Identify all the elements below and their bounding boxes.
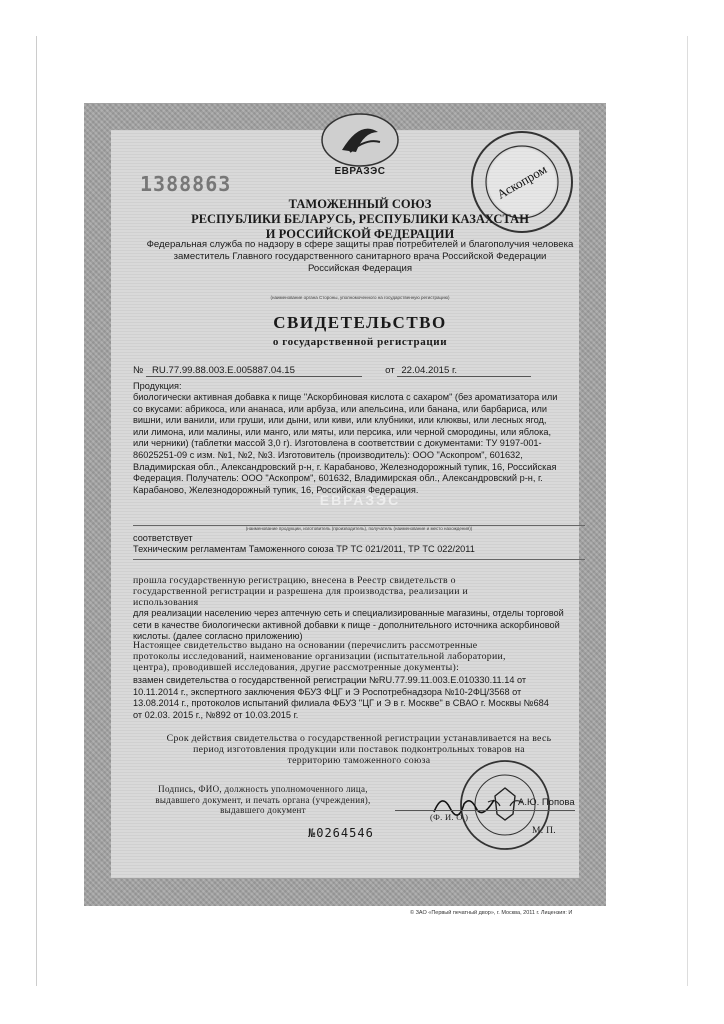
signature-underline	[395, 810, 575, 811]
product-label: Продукция:	[133, 381, 182, 391]
stamp-text: Аскопром	[494, 161, 550, 202]
registration-paragraph	[133, 575, 585, 609]
document-title: СВИДЕТЕЛЬСТВО	[273, 313, 447, 332]
body-line: 10.11.2014 г., экспертного заключения ФБУЗ ФЦГ и Э Роспотребнадзора №10-2ФЦ/3568 от	[133, 686, 522, 697]
reg-date: 22.04.2015 г.	[397, 365, 531, 377]
agency-line-1: Федеральная служба по надзору в сфере защиты прав потребителей и благополучия человека	[146, 239, 574, 250]
product-line: или черники) (таблетки массой 3,0 г). Изготовлена в соответствии с документами: ТУ 9197-001-	[133, 438, 542, 449]
body-line: центра), проводившей исследования, другие рассмотренные документы):	[133, 662, 460, 674]
body-line: протоколы исследований, наименование организации (испытательной лаборатории,	[133, 651, 506, 663]
form-number: №0264546	[308, 826, 374, 840]
product-caption: (наименование продукции, изготовитель (производитель), получатель (наименование и место нахождения))	[133, 525, 585, 531]
document-subtitle: о государственной регистрации	[272, 336, 448, 348]
reg-number: RU.77.99.88.003.Е.005887.04.15	[146, 365, 362, 377]
product-line: вишни, или ванили, или груши, или дыни, или киви, или клубники, или клюквы, или лесных ягод,	[133, 415, 547, 426]
body-line: период изготовления продукции или поставок подконтрольных товаров на	[193, 744, 525, 756]
body-line: Срок действия свидетельства о государственной регистрации устанавливается на весь	[166, 733, 552, 744]
union-line-1: ТАМОЖЕННЫЙ СОЮЗ	[288, 197, 432, 211]
top-stamp-number: 1388863	[140, 172, 232, 196]
body-line: для реализации населению через аптечную сеть и специализированные магазины, отделы торговой	[133, 608, 564, 618]
product-line: биологически активная добавка к пище "Аскорбиновая кислота с сахаром" (без ароматизатора или	[133, 392, 558, 402]
agency-caption: (наименование органа Стороны, уполномоченного на государственную регистрацию)	[270, 295, 450, 300]
body-line: использования	[133, 597, 199, 609]
signature-caption-line: выдавшего документ	[220, 805, 306, 815]
compliance-label: соответствует	[133, 533, 193, 543]
reg-date-label: от	[385, 365, 395, 376]
printer-footer: © ЗАО «Первый печатный двор», г. Москва, 2011 г. Лицензия: И	[410, 910, 573, 916]
usage-paragraph	[133, 608, 585, 643]
basis-documents	[133, 675, 585, 721]
mp-label: М. П.	[532, 826, 556, 836]
registration-line	[133, 365, 583, 377]
reg-number-label: №	[133, 365, 144, 376]
body-line: взамен свидетельства о государственной регистрации №RU.77.99.11.003.Е.010330.11.14 от	[133, 675, 527, 685]
signature-caption-line: Подпись, ФИО, должность уполномоченного лица,	[158, 784, 368, 794]
name-caption: (Ф. И. О.)	[430, 812, 469, 822]
signature-caption-line: выдавшего документ, и печать органа (учреждения),	[155, 794, 371, 805]
watermark-text: ЕВРАЗЭС	[319, 492, 401, 508]
eurasec-logo-icon	[320, 112, 400, 168]
body-line: кислоты. (далее согласно приложению)	[133, 631, 303, 642]
agency-block	[128, 239, 592, 275]
body-line: 13.08.2014 г., протоколов испытаний филиала ФБУЗ "ЦГ и Э в г. Москве" в СВАО г. Москвы №684	[133, 698, 549, 709]
body-line: территорию таможенного союза	[287, 755, 431, 767]
agency-line-2: заместитель Главного государственного санитарного врача Российской Федерации	[173, 251, 547, 262]
product-line: Владимирская обл., Александровский р-н, г. Карабаново, Железнодорожный тупик, 16, Российская	[133, 461, 557, 472]
basis-paragraph	[133, 640, 585, 674]
union-line-2: РЕСПУБЛИКИ БЕЛАРУСЬ, РЕСПУБЛИКИ КАЗАХСТАН	[191, 212, 529, 226]
agency-line-3: Российская Федерация	[307, 263, 413, 274]
product-block	[133, 392, 585, 496]
body-line: Настоящее свидетельство выдано на основании (перечислить рассмотренные	[133, 640, 478, 651]
body-line: прошла государственную регистрацию, внесена в Реестр свидетельств о	[133, 575, 456, 586]
signature-caption	[133, 784, 393, 816]
divider	[133, 559, 585, 560]
body-line: сети в качестве биологически активной добавки к пище - дополнительного источника аскорбиновой	[133, 619, 560, 630]
body-line: от 02.03. 2015 г., №892 от 10.03.2015 г.	[133, 709, 299, 720]
product-line: Федерация. Получатель: ООО "Аскопром", 601632, Владимирская обл., Александровский р-н, г.	[133, 473, 543, 484]
union-header	[150, 197, 570, 242]
body-line: государственной регистрации и разрешена для производства, реализации и	[133, 586, 469, 598]
product-line: Карабаново, Железнодорожный тупик, 16, Российская Федерация.	[133, 484, 419, 495]
signatory-name: А.Ю. Попова	[518, 797, 575, 808]
product-line: со вкусами: абрикоса, или ананаса, или арбуза, или апельсина, или банана, или барбариса, или	[133, 403, 548, 414]
compliance-text: Техническим регламентам Таможенного союза ТР ТС 021/2011, ТР ТС 022/2011	[133, 544, 475, 554]
product-line: или лимона, или малины, или манго, или мяты, или персика, или черной смородины, или яблока,	[133, 426, 552, 437]
union-line-3: И РОССИЙСКОЙ ФЕДЕРАЦИИ	[265, 227, 455, 241]
logo-text: ЕВРАЗЭС	[334, 166, 386, 177]
product-line: 86025251-09 с изм. №1, №2, №3. Изготовитель (производитель): ООО "Аскопром", 601632,	[133, 449, 523, 460]
